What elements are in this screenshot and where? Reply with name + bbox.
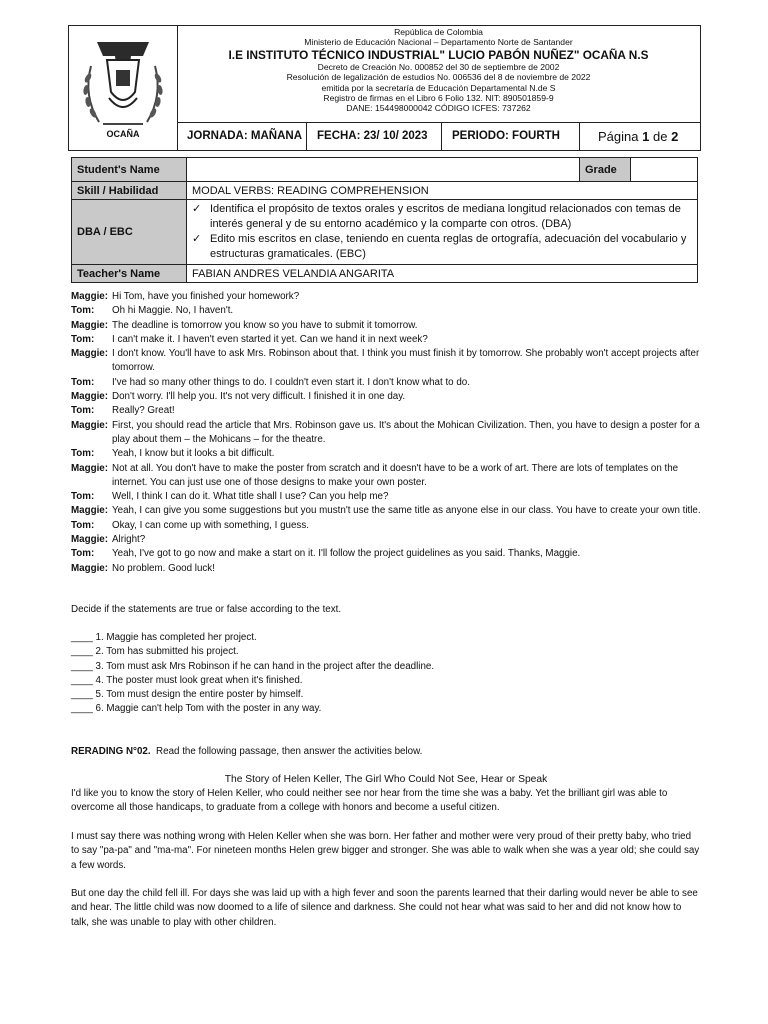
statement-item[interactable]: ____ 6. Maggie can't help Tom with the poster in any way. [71,703,322,715]
fecha-cell: FECHA: 23/ 10/ 2023 [307,122,442,150]
dialogue-line: Tom: Really? Great! [71,405,175,417]
true-false-list [71,631,701,717]
dialogue-line: Maggie: No problem. Good luck! [71,562,215,574]
dialogue-line: Tom: Well, I think I can do it. What title shall I use? Can you help me? [71,491,389,503]
statement-item[interactable]: ____ 4. The poster must look great when it's finished. [71,674,303,686]
logo-caption: OCAÑA [106,129,140,139]
statement-item[interactable]: ____ 1. Maggie has completed her project. [71,632,257,643]
student-name-field[interactable] [187,158,580,182]
ministry-line: Ministerio de Educación Nacional – Departamento Norte de Santander [304,37,573,48]
school-logo [69,26,178,150]
dialogue-line: Maggie: Alright? [71,534,146,546]
dialogue-line: Tom: Oh hi Maggie. No, I haven't. [71,305,234,317]
jornada-cell: JORNADA: MAÑANA [177,122,307,150]
dba-item: ✓ Identifica el propósito de textos orales y escritos de mediana longitud relacionados con temas de interés general y de su entorno académico y la comparte con otros. (DBA) [192,203,681,230]
dialogue-line: Tom: I can't make it. I haven't even started it yet. Can we hand it in next week? [71,333,428,345]
reading2-heading [71,745,701,759]
instruction-text: Decide if the statements are true or false according to the text. [71,604,342,615]
dialogue-line: Tom: I've had so many other things to do. I couldn't even start it. I don't know what to do. [71,376,470,388]
dba-label: DBA / EBC [72,200,187,265]
dialogue-line: Maggie: Not at all. You don't have to make the poster from scratch and it doesn't have to be a work of art. There are lots of templates on the internet. You can just use one of those designs to make your own poster. [71,462,679,488]
pagina-num: 1 [642,128,650,144]
statement-item[interactable]: ____ 2. Tom has submitted his project. [71,646,239,658]
dialogue-line: Maggie: I don't know. You'll have to ask Mrs. Robinson about that. I think you must finish it by tomorrow. She probably won't accept projects after tomorrow. [71,348,700,374]
checkmark-icon: ✓ [192,233,202,245]
statement-item[interactable]: ____ 5. Tom must design the entire poster by himself. [71,689,304,701]
periodo-cell: PERIODO: FOURTH [442,122,580,150]
dialogue-line: Maggie: First, you should read the article that Mrs. Robinson gave us. It's about the Mohican Civilization. Then, you have to design a poster for a play about them – the Mohicans – for the theatre. [71,419,700,445]
school-name: I.E INSTITUTO TÉCNICO INDUSTRIAL" LUCIO PABÓN NUÑEZ" OCAÑA N.S [228,47,649,62]
institution-header [68,25,701,151]
secretaria-line: emitida por la secretaría de Educación Departamental N.de S [321,82,556,93]
reading2-label: RERADING N°02. [71,746,151,757]
dialogue-line: Maggie: Yeah, I can give you some suggestions but you mustn't use the same title as anyone else in our class. You have to create your own title. [71,505,701,517]
story-paragraph: I'd like you to know the story of Helen Keller, who could neither see nor hear from the time she was a baby. Yet the brilliant girl was able to overcome all those handicaps, to graduate from a college with honors and become a useful citizen. [71,788,668,814]
skill-label: Skill / Habilidad [72,182,187,200]
dane-line: DANE: 154498000042 CÓDIGO ICFES: 737262 [346,103,531,114]
pagina-total: 2 [671,128,679,144]
pagina-de: de [652,128,668,144]
dialogue [71,290,701,576]
dialogue-line: Maggie: Don't worry. I'll help you. It's not very difficult. I finished it in one day. [71,391,406,403]
dialogue-line: Maggie: Hi Tom, have you finished your homework? [71,291,300,302]
resolution-line: Resolución de legalización de estudios No. 006536 del 8 de noviembre de 2022 [286,72,591,83]
reading2-text: Read the following passage, then answer the activities below. [156,746,423,757]
story-paragraph: But one day the child fell ill. For days she was laid up with a high fever and soon the parents learned that their darling would never be able to see and hear. The little child was now doomed to a life of silence and darkness. She could not hear what was said to her and did not know how to talk, she was unable to play with other children. [71,888,698,928]
grade-field[interactable] [631,158,698,182]
story-paragraph: I must say there was nothing wrong with Helen Keller when she was born. Her father and mother were very proud of their pretty baby, who tried to say "pa-pa" and "ma-ma". For nineteen months Helen grew bigger and stronger. She was able to walk when she was a year old; she could say a few words. [71,831,700,871]
dialogue-line: Tom: Yeah, I've got to go now and make a start on it. I'll follow the project guidelines as you said. Thanks, Maggie. [71,548,581,560]
header-info-row [177,122,700,150]
story-title: The Story of Helen Keller, The Girl Who Could Not See, Hear or Speak [224,774,548,785]
grade-label: Grade [580,158,631,182]
dba-list [187,200,698,265]
dialogue-line: Tom: Yeah, I know but it looks a bit difficult. [71,448,275,460]
student-info-table [71,157,698,283]
student-name-label: Student's Name [72,158,187,182]
decree-line: Decreto de Creación No. 000852 del 30 de septiembre de 2002 [317,61,560,72]
teacher-value: FABIAN ANDRES VELANDIA ANGARITA [187,265,698,283]
checkmark-icon: ✓ [192,203,202,215]
pagina-label: Página [598,128,639,144]
dialogue-line: Maggie: The deadline is tomorrow you know so you have to submit it tomorrow. [71,319,418,331]
statement-item[interactable]: ____ 3. Tom must ask Mrs Robinson if he can hand in the project after the deadline. [71,660,435,672]
republic-line: República de Colombia [394,27,483,37]
dialogue-line: Tom: Okay, I can come up with something, I guess. [71,519,309,531]
pagina-cell [580,122,700,150]
dba-item: ✓ Edito mis escritos en clase, teniendo en cuenta reglas de ortografía, adecuación del vocabulario y estructuras gramaticales. (EBC) [192,233,687,260]
skill-value: MODAL VERBS: READING COMPREHENSION [187,182,698,200]
registry-line: Registro de firmas en el Libro 6 Folio 132. NIT: 890501859-9 [323,93,554,104]
institution-info [177,26,700,123]
teacher-label: Teacher's Name [72,265,187,283]
